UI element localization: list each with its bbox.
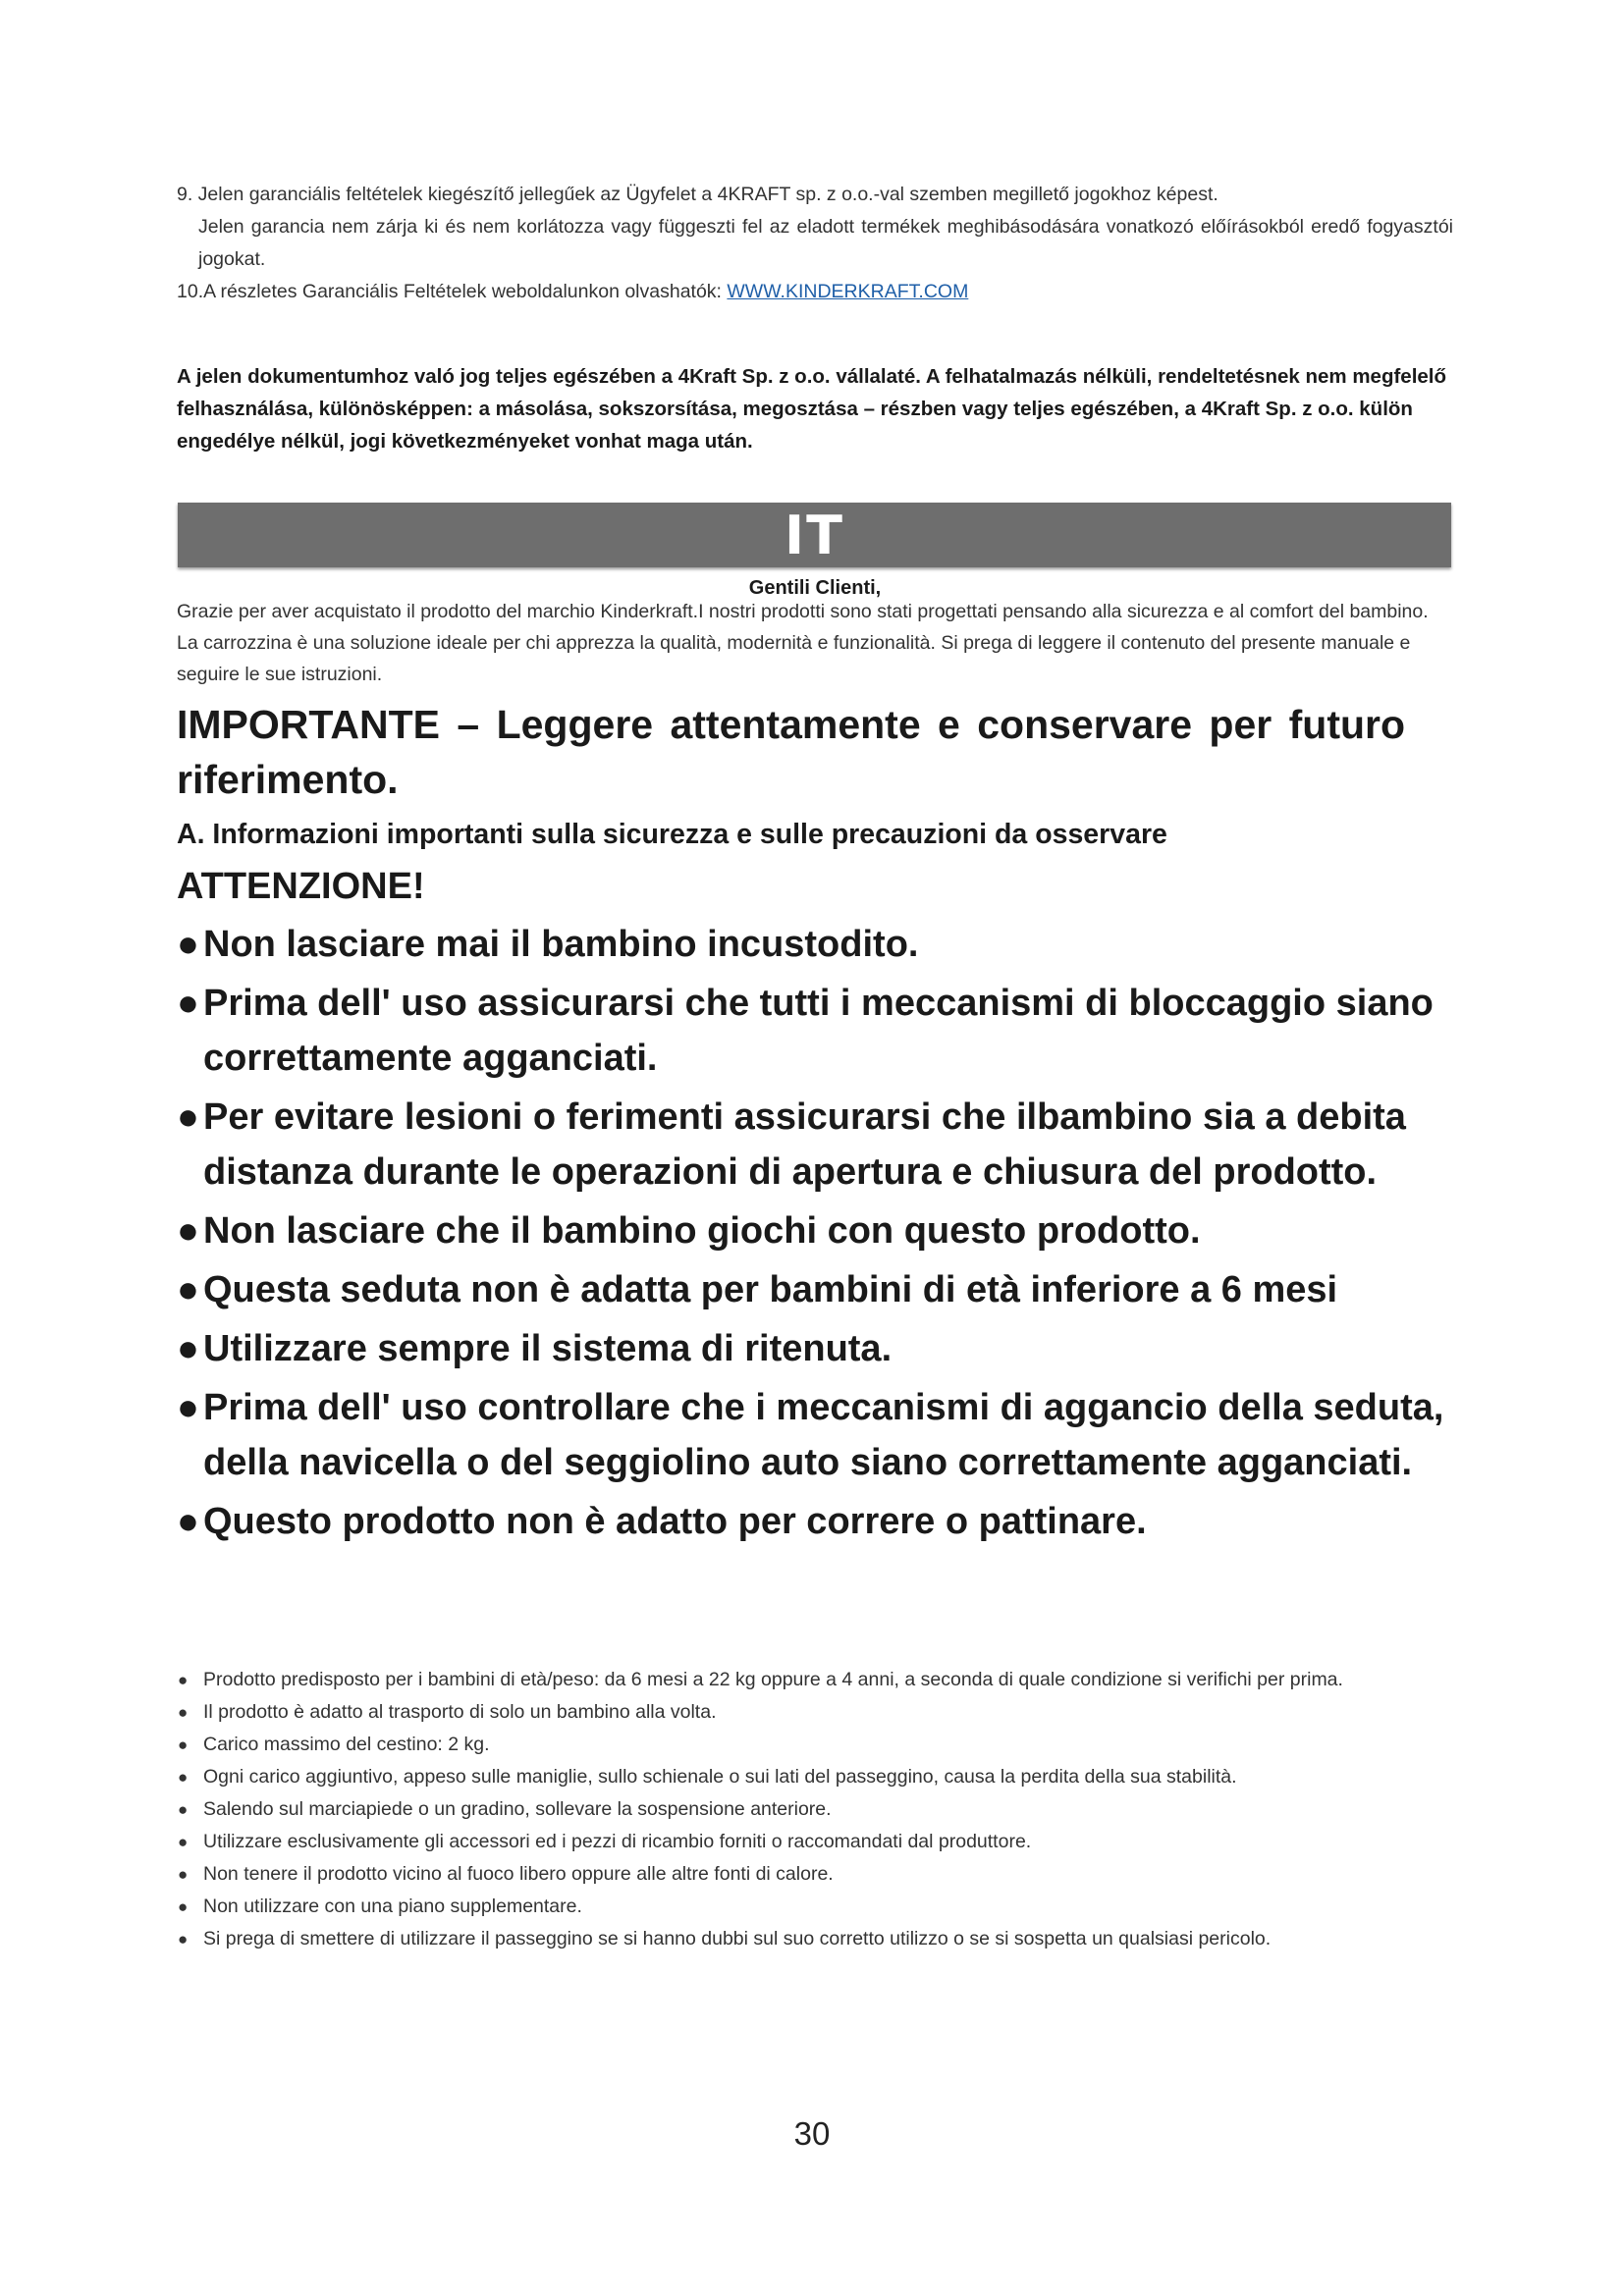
legal-notice: A jelen dokumentumhoz való jog teljes egészében a 4Kraft Sp. z o.o. vállalaté. A felhatalmazás nélküli, rendeltetésnek nem megfelelő felhasználása, különösképpen: a másolása, sokszorsítása, megosztása – részben vagy teljes egészében, a 4Kraft Sp. z o.o. külön engedélye nélkül, jogi következményeket vonhat maga után. bbox=[177, 365, 1447, 453]
bullet-icon: ● bbox=[177, 1096, 199, 1138]
list-item: ● Prodotto predisposto per i bambini di età/peso: da 6 mesi a 22 kg oppure a 4 anni, a seconda di quale condizione si verifichi per prima. bbox=[177, 1664, 1453, 1696]
language-code: IT bbox=[785, 504, 844, 566]
list-item: ● Carico massimo del cestino: 2 kg. bbox=[177, 1729, 1453, 1761]
bullet-icon: ● bbox=[178, 1930, 189, 1949]
warranty-item-9-continuation: Jelen garancia nem zárja ki és nem korlátozza vagy függeszti fel az eladott termékek meghibásodására vonatkozó előírásokból eredő fogyasztói jogokat. bbox=[198, 216, 1453, 270]
bullet-icon: ● bbox=[178, 1833, 189, 1851]
small-notes-list bbox=[177, 1664, 1453, 1955]
bullet-icon: ● bbox=[178, 1768, 189, 1787]
intro-paragraph: Grazie per aver acquistato il prodotto del marchio Kinderkraft.I nostri prodotti sono stati progettati pensando alla sicurezza e al comfort del bambino. La carrozzina è una soluzione ideale per chi apprezza la qualità, modernità e funzionalità. Si prega di leggere il contenuto del presente manuale e seguire le sue istruzioni. bbox=[177, 601, 1429, 685]
warranty-item-10-text: 10.A részletes Garanciális Feltételek weboldalunkon olvashatók: bbox=[177, 281, 728, 302]
bullet-icon: ● bbox=[177, 1269, 199, 1310]
bullet-icon: ● bbox=[177, 1501, 199, 1542]
warranty-item-9-line1: 9. Jelen garanciális feltételek kiegészítő jellegűek az Ügyfelet a 4KRAFT sp. z o.o.-val szemben megillető jogokhoz képest. bbox=[177, 184, 1218, 205]
warning-title: ATTENZIONE! bbox=[177, 866, 425, 907]
list-item: ● Prima dell' uso controllare che i meccanismi di aggancio della seduta, della navicella o del seggiolino auto siano correttamente agganciati. bbox=[177, 1380, 1473, 1490]
bullet-icon: ● bbox=[177, 1210, 199, 1252]
list-item: ● Non lasciare che il bambino giochi con questo prodotto. bbox=[177, 1203, 1473, 1258]
bullet-icon: ● bbox=[178, 1897, 189, 1916]
greeting: Gentili Clienti, bbox=[748, 577, 882, 599]
list-item: ● Utilizzare sempre il sistema di ritenuta. bbox=[177, 1321, 1473, 1376]
list-item: ● Non lasciare mai il bambino incustodito. bbox=[177, 917, 1473, 972]
big-warnings-list bbox=[177, 917, 1473, 1553]
page-number: 30 bbox=[793, 2115, 831, 2152]
list-item: ● Non utilizzare con una piano supplementare. bbox=[177, 1891, 1453, 1923]
bullet-icon: ● bbox=[177, 983, 199, 1024]
important-heading: IMPORTANTE – Leggere attentamente e conservare per futuro riferimento. bbox=[177, 702, 1406, 802]
list-item: ● Si prega di smettere di utilizzare il passeggino se si hanno dubbi sul suo corretto utilizzo o se si sospetta un qualsiasi pericolo. bbox=[177, 1923, 1453, 1955]
warranty-terms-section bbox=[177, 179, 1453, 308]
bullet-icon: ● bbox=[177, 1387, 199, 1428]
bullet-icon: ● bbox=[178, 1703, 189, 1722]
list-item: ● Questo prodotto non è adatto per correre o pattinare. bbox=[177, 1494, 1473, 1549]
list-item: ● Utilizzare esclusivamente gli accessori ed i pezzi di ricambio forniti o raccomandati dal produttore. bbox=[177, 1826, 1453, 1858]
list-item: ● Il prodotto è adatto al trasporto di solo un bambino alla volta. bbox=[177, 1696, 1453, 1729]
list-item: ● Per evitare lesioni o ferimenti assicurarsi che ilbambino sia a debita distanza durante le operazioni di apertura e chiusura del prodotto. bbox=[177, 1090, 1473, 1200]
kinderkraft-website-link[interactable]: WWW.KINDERKRAFT.COM bbox=[727, 281, 969, 302]
bullet-icon: ● bbox=[178, 1800, 189, 1819]
section-a-heading: A. Informazioni importanti sulla sicurezza e sulle precauzioni da osservare bbox=[177, 819, 1167, 850]
list-item: ● Non tenere il prodotto vicino al fuoco libero oppure alle altre fonti di calore. bbox=[177, 1858, 1453, 1891]
bullet-icon: ● bbox=[178, 1865, 189, 1884]
bullet-icon: ● bbox=[178, 1735, 189, 1754]
bullet-icon: ● bbox=[177, 924, 199, 965]
list-item: ● Salendo sul marciapiede o un gradino, sollevare la sospensione anteriore. bbox=[177, 1793, 1453, 1826]
list-item: ● Questa seduta non è adatta per bambini di età inferiore a 6 mesi bbox=[177, 1262, 1473, 1317]
language-banner bbox=[178, 503, 1451, 567]
bullet-icon: ● bbox=[177, 1328, 199, 1369]
list-item: ● Prima dell' uso assicurarsi che tutti i meccanismi di bloccaggio siano correttamente agganciati. bbox=[177, 976, 1473, 1086]
bullet-icon: ● bbox=[178, 1671, 189, 1689]
warranty-item-10 bbox=[177, 276, 1453, 308]
list-item: ● Ogni carico aggiuntivo, appeso sulle maniglie, sullo schienale o sui lati del passeggino, causa la perdita della sua stabilità. bbox=[177, 1761, 1453, 1793]
